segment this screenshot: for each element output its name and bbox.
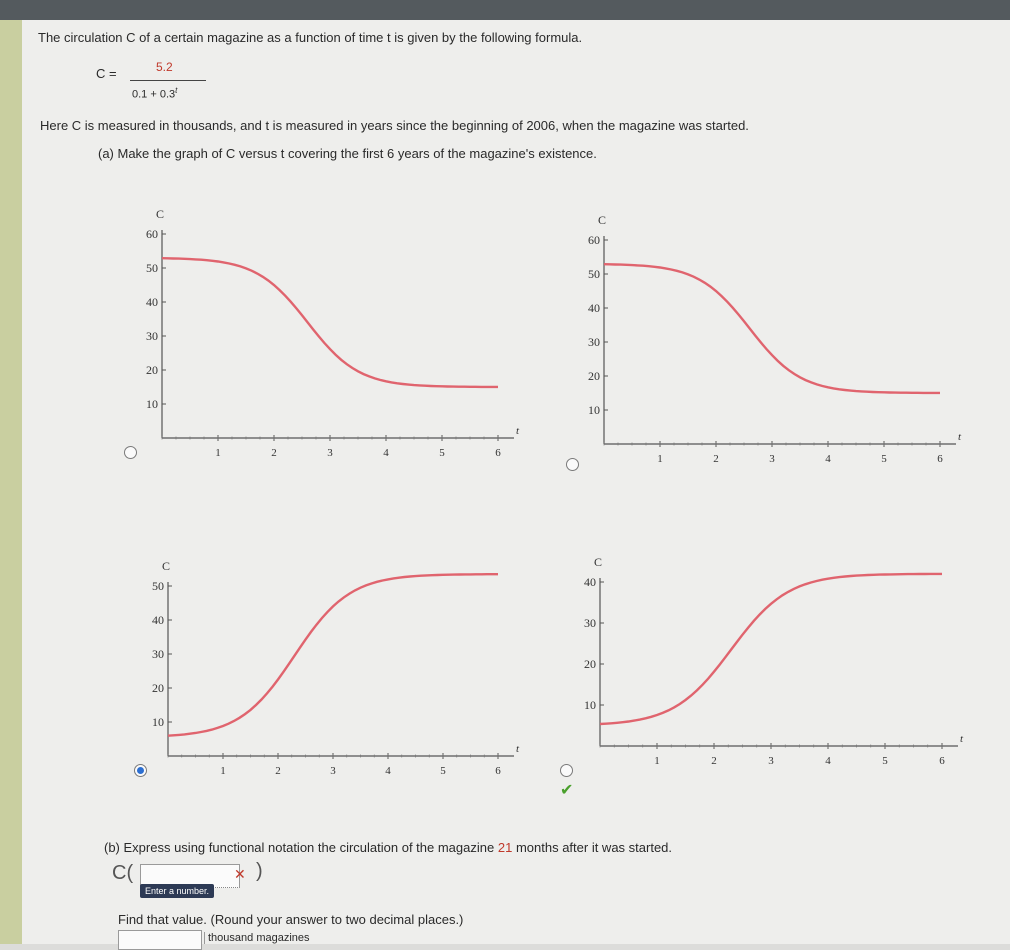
formula-lhs: C = xyxy=(96,66,117,81)
graph-bottom-right xyxy=(570,520,990,790)
x-tick-label: 6 xyxy=(495,765,501,777)
months-value: 21 xyxy=(497,840,513,855)
fraction-bar xyxy=(130,80,206,81)
x-tick-label: 1 xyxy=(654,755,660,767)
x-tick-label: 4 xyxy=(825,755,831,767)
y-tick-label: 50 xyxy=(152,579,164,593)
answer-input[interactable] xyxy=(118,930,202,950)
y-axis-label: C xyxy=(162,559,171,573)
x-axis-label: t xyxy=(960,733,964,745)
y-tick-label: 10 xyxy=(584,698,596,712)
y-axis-label: C xyxy=(598,213,607,227)
y-tick-label: 30 xyxy=(152,647,164,661)
x-tick-label: 5 xyxy=(440,765,446,777)
x-tick-label: 3 xyxy=(769,453,775,465)
x-tick-label: 5 xyxy=(439,447,445,459)
x-tick-label: 4 xyxy=(385,765,391,777)
enter-number-tooltip: Enter a number. xyxy=(140,884,214,898)
y-tick-label: 60 xyxy=(588,233,600,247)
y-tick-label: 60 xyxy=(146,227,158,241)
problem-intro: The circulation C of a certain magazine as a function of time t is given by the following formula. xyxy=(38,30,583,45)
x-tick-label: 2 xyxy=(713,453,719,465)
x-tick-label: 2 xyxy=(271,447,277,459)
y-tick-label: 10 xyxy=(146,397,158,411)
x-tick-label: 2 xyxy=(711,755,717,767)
y-tick-label: 20 xyxy=(152,681,164,695)
x-axis-label: t xyxy=(958,431,962,443)
x-tick-label: 5 xyxy=(881,453,887,465)
y-tick-label: 20 xyxy=(588,369,600,383)
formula-denominator: $0.1 + 0.3^t$ xyxy=(132,86,178,101)
y-tick-label: 10 xyxy=(588,403,600,417)
x-tick-label: 5 xyxy=(882,755,888,767)
y-tick-label: 40 xyxy=(146,295,158,309)
x-tick-label: 1 xyxy=(215,447,221,459)
x-tick-label: 1 xyxy=(657,453,663,465)
y-axis-label: C xyxy=(594,555,603,569)
x-tick-label: 3 xyxy=(330,765,336,777)
x-tick-label: 2 xyxy=(275,765,281,777)
x-tick-label: 3 xyxy=(327,447,333,459)
graph-top-right xyxy=(570,194,990,484)
graph-curve xyxy=(600,574,942,724)
y-tick-label: 30 xyxy=(584,616,596,630)
graph-curve xyxy=(604,264,940,393)
graph-curve xyxy=(168,574,498,736)
y-tick-label: 20 xyxy=(146,363,158,377)
formula-numerator: 5.2 xyxy=(156,60,173,74)
y-axis-label: C xyxy=(156,207,165,221)
x-tick-label: 6 xyxy=(495,447,501,459)
x-tick-label: 1 xyxy=(220,765,226,777)
close-paren: ) xyxy=(256,860,263,882)
y-tick-label: 30 xyxy=(146,329,158,343)
y-tick-label: 40 xyxy=(152,613,164,627)
y-tick-label: 40 xyxy=(584,575,596,589)
x-tick-label: 4 xyxy=(825,453,831,465)
x-tick-label: 4 xyxy=(383,447,389,459)
answer-units: thousand magazines xyxy=(204,932,310,944)
x-axis-label: t xyxy=(516,743,520,755)
x-tick-label: 6 xyxy=(937,453,943,465)
browser-top-bar xyxy=(0,0,1010,20)
y-tick-label: 30 xyxy=(588,335,600,349)
part-a-prompt: (a) Make the graph of C versus t covering the first 6 years of the magazine's existence. xyxy=(98,146,597,161)
incorrect-x-icon: ✕ xyxy=(234,866,246,882)
x-tick-label: 6 xyxy=(939,755,945,767)
y-tick-label: 50 xyxy=(588,267,600,281)
find-value-prompt: Find that value. (Round your answer to two decimal places.) xyxy=(118,912,464,927)
x-tick-label: 3 xyxy=(768,755,774,767)
left-side-strip xyxy=(0,20,22,944)
problem-context: Here C is measured in thousands, and t is measured in years since the beginning of 2006, when the magazine was started. xyxy=(40,118,749,133)
y-tick-label: 50 xyxy=(146,261,158,275)
y-tick-label: 20 xyxy=(584,657,596,671)
y-tick-label: 10 xyxy=(152,715,164,729)
y-tick-label: 40 xyxy=(588,301,600,315)
graph-top-left xyxy=(126,186,546,476)
function-notation: C( xyxy=(112,862,134,884)
x-axis-label: t xyxy=(516,425,520,437)
graph-bottom-left xyxy=(130,524,540,794)
part-b-prompt: (b) Express using functional notation the circulation of the magazine 21 months after it was started. xyxy=(104,840,673,855)
correct-check-icon: ✔ xyxy=(560,782,574,799)
graph-curve xyxy=(162,258,498,387)
